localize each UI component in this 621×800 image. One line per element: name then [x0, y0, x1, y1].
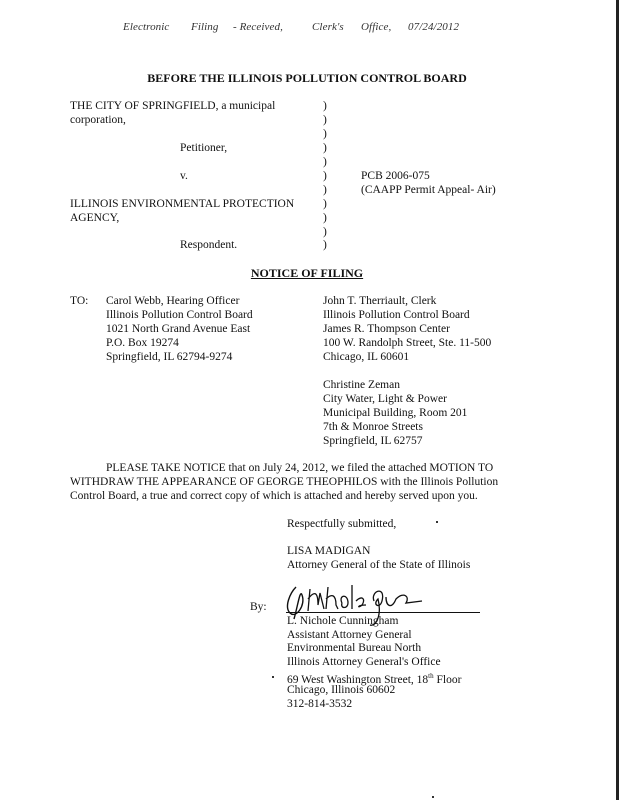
- stamp-electronic: Electronic: [123, 21, 170, 33]
- address-line: Illinois Pollution Control Board: [323, 309, 470, 321]
- petitioner-name-line1: THE CITY OF SPRINGFIELD, a municipal: [70, 100, 276, 112]
- board-heading: BEFORE THE ILLINOIS POLLUTION CONTROL BOARD: [147, 71, 467, 85]
- signer-bureau: Environmental Bureau North: [287, 642, 422, 654]
- signer-city: Chicago, Illinois 60602: [287, 684, 396, 696]
- versus-label: v.: [180, 170, 188, 182]
- street-superscript: th: [428, 672, 434, 680]
- caption-paren: ): [323, 184, 327, 196]
- address-line: 7th & Monroe Streets: [323, 421, 423, 433]
- caption-paren: ): [323, 239, 327, 251]
- by-label: By:: [250, 601, 267, 613]
- attorney-general-name: LISA MADIGAN: [287, 545, 371, 557]
- recipient-clerk: [323, 294, 491, 364]
- signer-name: L. Nichole Cunningham: [287, 615, 399, 627]
- stamp-clerks: Clerk's: [312, 21, 344, 33]
- case-type: (CAAPP Permit Appeal- Air): [361, 184, 496, 196]
- address-line: Chicago, IL 60601: [323, 351, 410, 363]
- caption-paren: ): [323, 128, 327, 140]
- address-line: Municipal Building, Room 201: [323, 407, 468, 419]
- address-line: Illinois Pollution Control Board: [106, 309, 253, 321]
- respondent-name-line2: AGENCY,: [70, 212, 120, 224]
- recipient-hearing-officer: [106, 294, 253, 364]
- stamp-received: - Received,: [233, 21, 283, 33]
- address-line: James R. Thompson Center: [323, 323, 450, 335]
- caption-paren: ): [323, 226, 327, 238]
- respondent-name-line1: ILLINOIS ENVIRONMENTAL PROTECTION: [70, 198, 295, 210]
- caption-paren: ): [323, 114, 327, 126]
- caption-paren: ): [323, 156, 327, 168]
- petitioner-name-line2: corporation,: [70, 114, 126, 126]
- stamp-filing: Filing: [191, 21, 219, 33]
- caption-paren: ): [323, 142, 327, 154]
- stamp-date: 07/24/2012: [408, 21, 460, 33]
- notice-body-line3: Control Board, a true and correct copy of which is attached and hereby served upon you.: [70, 490, 478, 502]
- caption-paren: ): [323, 170, 327, 182]
- signature-line: [286, 612, 480, 613]
- street-suffix: Floor: [433, 673, 462, 686]
- scan-speck: [272, 676, 274, 678]
- case-number: PCB 2006-075: [361, 170, 430, 182]
- address-line: Christine Zeman: [323, 379, 400, 391]
- notice-body-line2: WITHDRAW THE APPEARANCE OF GEORGE THEOPHILOS with the Illinois Pollution: [70, 476, 499, 488]
- address-line: P.O. Box 19274: [106, 337, 179, 349]
- scan-speck: [432, 796, 434, 798]
- notice-body-line1: PLEASE TAKE NOTICE that on July 24, 2012, we filed the attached MOTION TO: [106, 462, 494, 474]
- stamp-office: Office,: [361, 21, 392, 33]
- signer-title: Assistant Attorney General: [287, 629, 412, 641]
- address-line: Springfield, IL 62794-9274: [106, 351, 233, 363]
- address-line: Carol Webb, Hearing Officer: [106, 295, 240, 307]
- respondent-role: Respondent.: [180, 239, 238, 251]
- address-line: Springfield, IL 62757: [323, 435, 423, 447]
- petitioner-role: Petitioner,: [180, 142, 228, 154]
- to-label: TO:: [70, 295, 89, 307]
- caption-paren: ): [323, 212, 327, 224]
- street-prefix: 69 West Washington Street, 18: [287, 673, 429, 686]
- caption-paren: ): [323, 198, 327, 210]
- notice-title: NOTICE OF FILING: [250, 266, 364, 280]
- caption-paren: ): [323, 100, 327, 112]
- address-line: 1021 North Grand Avenue East: [106, 323, 251, 335]
- signer-phone: 312-814-3532: [287, 698, 353, 710]
- recipient-city-water: [323, 378, 467, 448]
- address-line: City Water, Light & Power: [323, 393, 447, 405]
- scan-speck: [436, 521, 438, 523]
- signer-office: Illinois Attorney General's Office: [287, 656, 441, 668]
- scan-edge: [616, 0, 619, 800]
- closing: Respectfully submitted,: [287, 518, 397, 530]
- address-line: 100 W. Randolph Street, Ste. 11-500: [323, 337, 492, 349]
- address-line: John T. Therriault, Clerk: [323, 295, 437, 307]
- attorney-general-title: Attorney General of the State of Illinois: [287, 559, 471, 571]
